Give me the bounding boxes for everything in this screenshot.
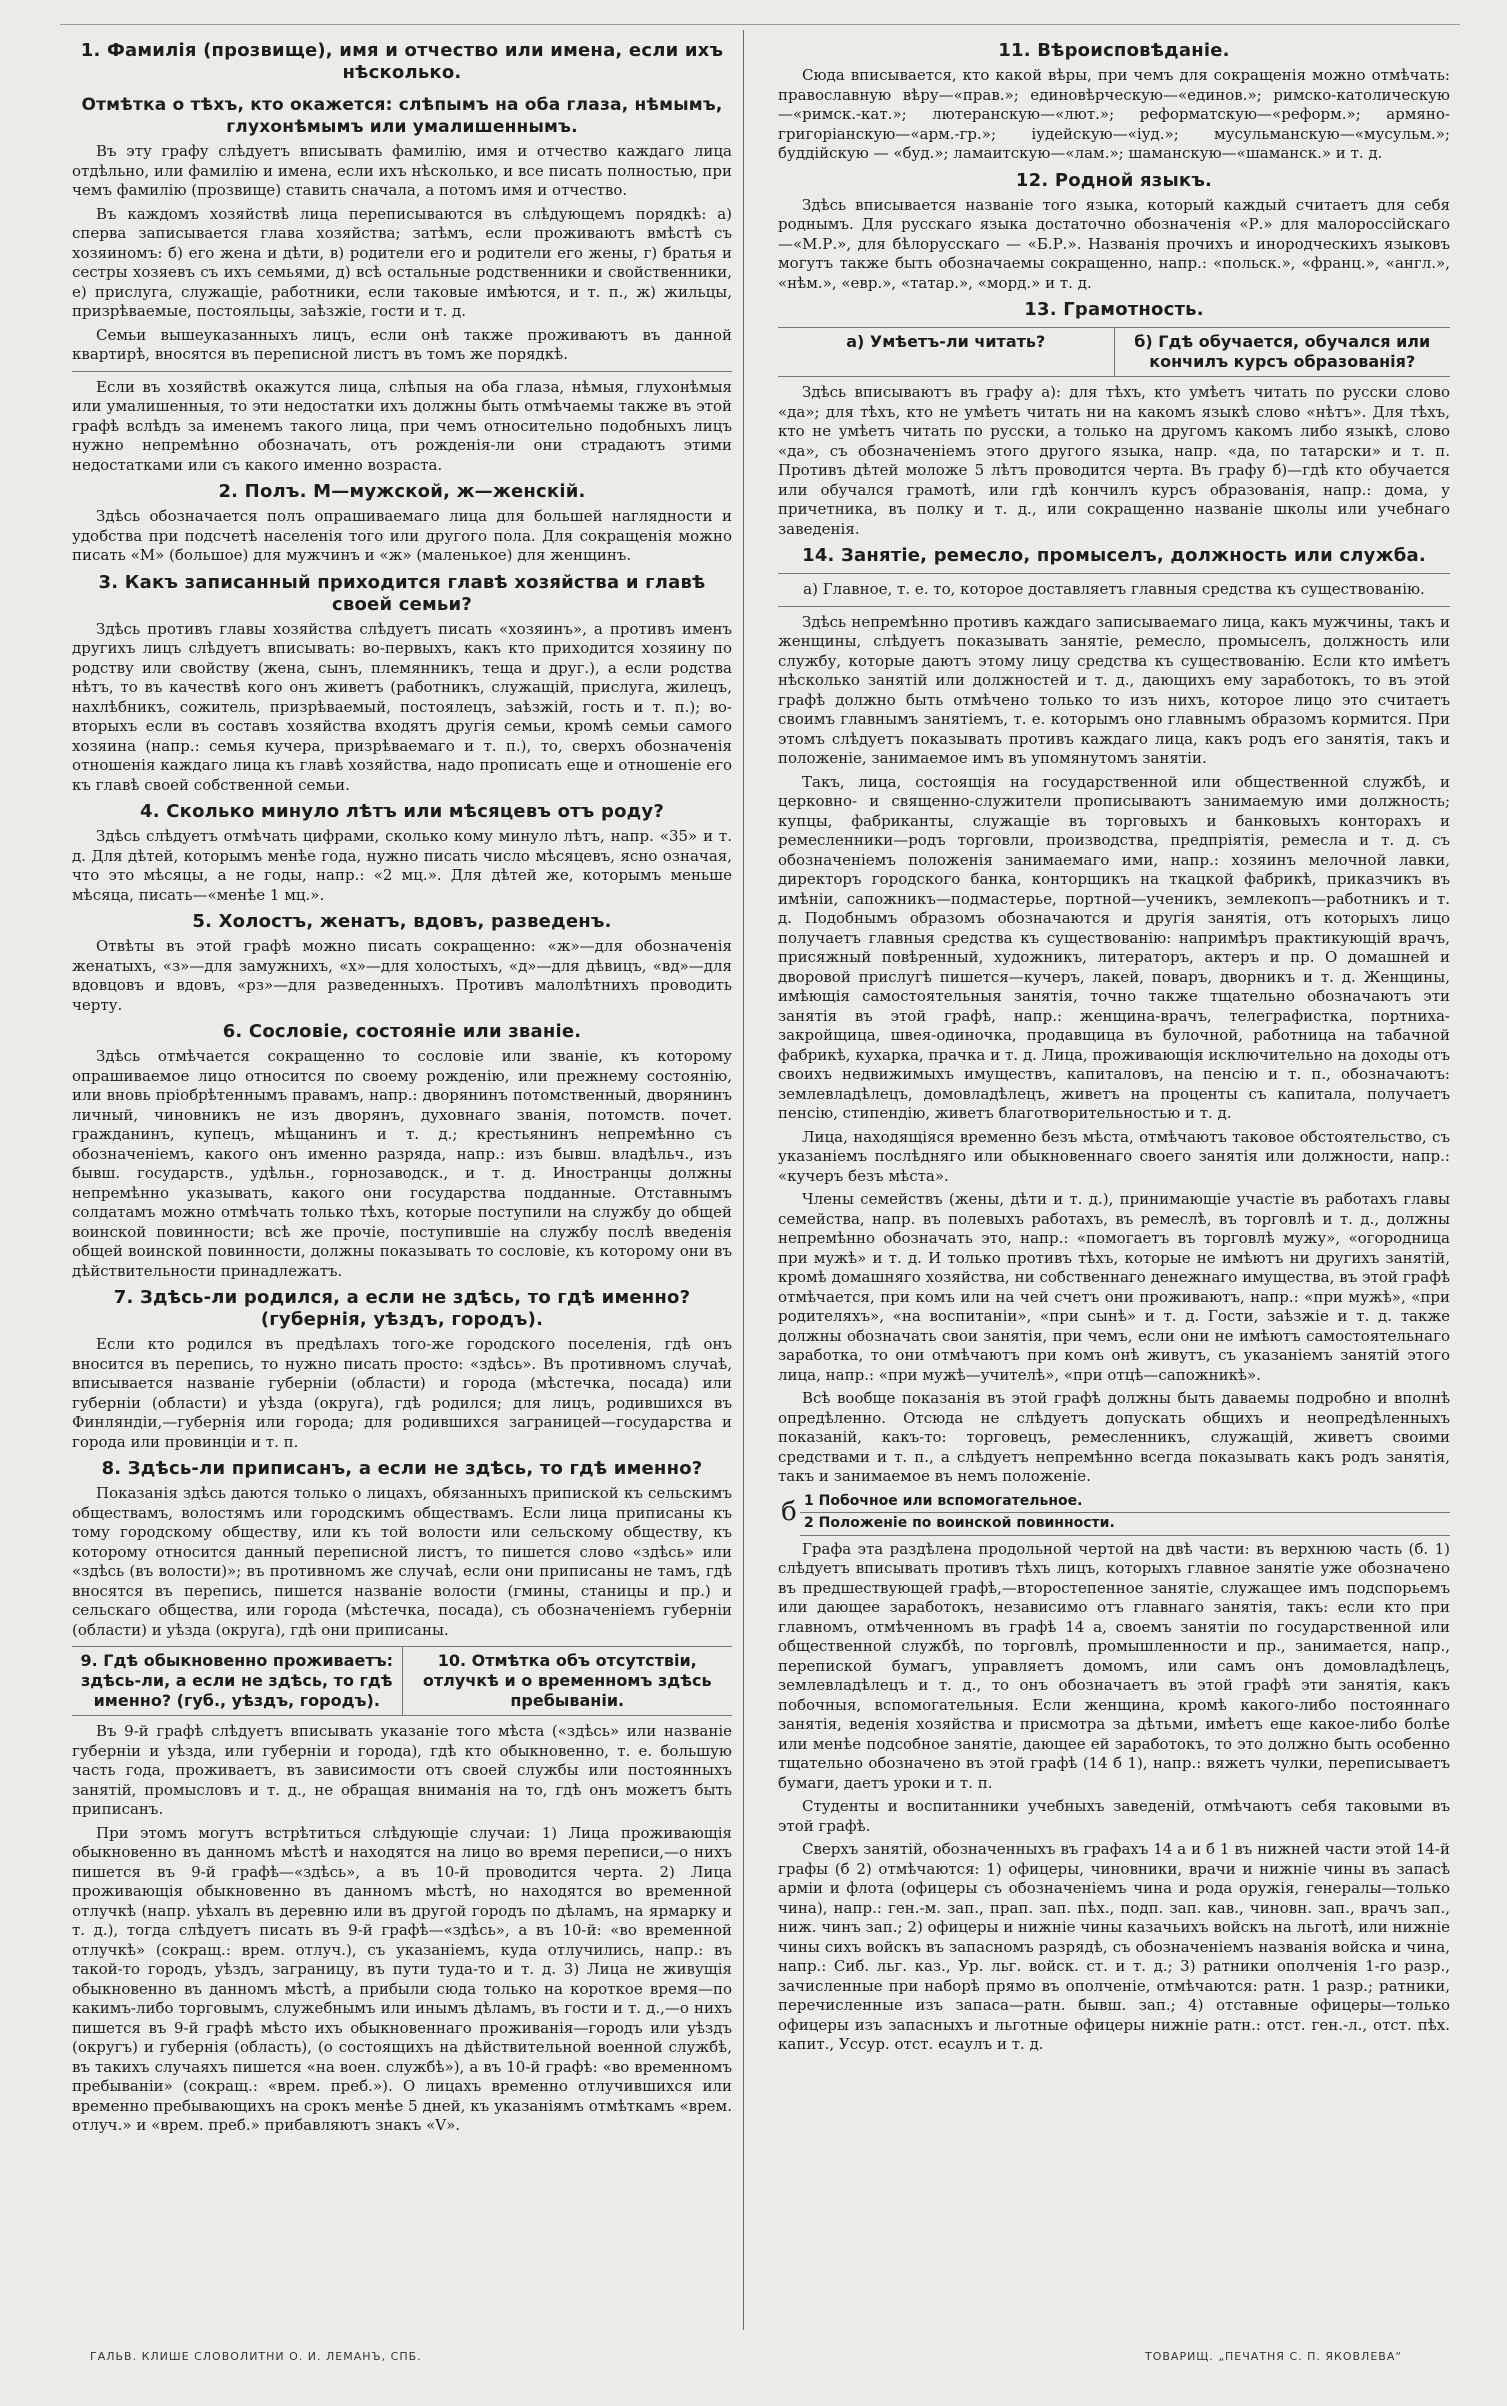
section-14-paragraph-1: Здѣсь непремѣнно противъ каждаго записываемаго лица, какъ мужчины, такъ и женщины, слѣдуетъ показывать занятіе, ремесло, промыселъ, должность или службу, которые даютъ этому лицу средства къ существованію. Если кто имѣетъ нѣсколько занятій или должностей и т. д., дающихъ ему заработокъ, то въ этой графѣ должно быть отмѣчено только то изъ нихъ, которое лицо это считаетъ своимъ главнымъ занятіемъ, т. е. которымъ оно главнымъ образомъ кормится. При этомъ слѣдуетъ показывать противъ каждаго лица, какъ родъ его занятія, такъ и положеніе, занимаемое имъ въ упомянутомъ занятіи. <box>778 612 1450 767</box>
section-5-paragraph-1: Отвѣты въ этой графѣ можно писать сокращенно: «ж»—для обозначенія женатыхъ, «з»—для замужнихъ, «х»—для холостыхъ, «д»—для дѣвицъ, «вд»—для вдовцовъ и вдовъ, «рз»—для разведенныхъ. Противъ малолѣтнихъ проводить черту. <box>72 937 732 1014</box>
section-9-paragraph-2: При этомъ могутъ встрѣтиться слѣдующіе случаи: 1) Лица проживающія обыкновенно въ данномъ мѣстѣ и находятся на лицо во время переписи,—о нихъ пишется въ 9-й графѣ—«здѣсь», а въ 10-й проводится черта. 2) Лица проживающія обыкновенно въ данномъ мѣстѣ, но находятся во временной отлучкѣ (напр. уѣхалъ въ деревню или въ другой городъ по дѣламъ, на ярмарку и т. д.), тогда слѣдуетъ писать въ 9-й графѣ—«здѣсь», а въ 10-й: «во временной отлучкѣ» (сокращ.: врем. отлуч.), съ указаніемъ, куда отлучились, напр.: въ такой-то городъ, уѣздъ, заграницу, въ пути туда-то и т. д. 3) Лица не живущія обыкновенно въ данномъ мѣстѣ, а прибыли сюда только на короткое время—по какимъ-либо торговымъ, служебнымъ или инымъ дѣламъ, въ гости и т. д.,—о нихъ пишется въ 9-й графѣ мѣсто ихъ обыкновеннаго проживанія—городъ или уѣздъ (округъ) и губернія (область), (о состоящихъ на дѣйствительной военной службѣ, въ такихъ случаяхъ пишется «на воен. службѣ»), а въ 10-й графѣ: «во временномъ пребываніи» (сокращ.: «врем. преб.»). О лицахъ временно отлучившихся или временно пребывающихъ на срокъ менѣе 5 дней, къ указаніямъ отмѣткамъ «врем. отлуч.» и «врем. преб.» прибавляютъ знакъ «V». <box>72 1823 732 2134</box>
section-14a-title: а) Главное, т. е. то, которое доставляетъ главныя средства къ существованію. <box>803 580 1425 598</box>
section-14-paragraph-6: Графа эта раздѣлена продольной чертой на двѣ части: въ верхнюю часть (б. 1) слѣдуетъ вписывать противъ тѣхъ лицъ, которыхъ главное занятіе уже обозначено въ предшествующей графѣ,—второстепенное занятіе, служащее имъ подспорьемъ или дающее заработокъ, независимо отъ главнаго занятія, такъ: если кто при главномъ, отмѣченномъ въ графѣ 14 а, своемъ занятіи по государственной или общественной службѣ, по торговлѣ, промышленности и пр., занимается, напр., перепиской бумагъ, управляетъ домомъ, или самъ онъ домовладѣлецъ, землевладѣлецъ и т. д., то онъ обозначаетъ въ этой графѣ эти занятія, какъ побочныя, вспомогательныя. Если женщина, кромѣ какого-либо постояннаго занятія, веденія хозяйства и присмотра за дѣтьми, имѣетъ еще какое-либо болѣе или менѣе подсобное занятіе, дающее ей заработокъ, то это должно быть особенно тщательно обозначено въ этой графѣ (14 б 1), напр.: вяжетъ чулки, переписываетъ бумаги, даетъ уроки и т. п. <box>778 1539 1450 1792</box>
section-12-paragraph-1: Здѣсь вписывается названіе того языка, который каждый считаетъ для себя роднымъ. Для русскаго языка достаточно обозначенія «Р.» для малороссійскаго—«М.Р.», для бѣлорусскаго — «Б.Р.». Названія прочихъ и инородческихъ языковъ могутъ также быть обозначаемы сокращенно, напр.: «польск.», «франц.», «англ.», «нѣм.», «евр.», «татар.», «морд.» и т. д. <box>778 195 1450 292</box>
section-1-title: 1. Фамилія (прозвище), имя и отчество или имена, если ихъ нѣсколько. <box>80 40 724 83</box>
section-14b-header <box>778 1491 1450 1536</box>
section-14b-letter: б <box>781 1497 797 1528</box>
section-14b1-title: 1 Побочное или вспомогательное. <box>800 1491 1450 1514</box>
separator <box>72 371 732 372</box>
section-12-title: 12. Родной языкъ. <box>1015 169 1213 191</box>
section-1-subtitle: Отмѣтка о тѣхъ, кто окажется: слѣпымъ на оба глаза, нѣмымъ, глухонѣмымъ или умалишеннымъ. <box>81 95 723 137</box>
left-column <box>72 34 732 2140</box>
section-4-paragraph-1: Здѣсь слѣдуетъ отмѣчать цифрами, сколько кому минуло лѣтъ, напр. «35» и т. д. Для дѣтей, которымъ менѣе года, нужно писать число мѣсяцевъ, ясно означая, что это мѣсяцы, а не годы, напр.: «2 мц.». Для дѣтей же, которымъ меньше мѣсяца, писать—«менѣе 1 мц.». <box>72 827 732 904</box>
separator <box>778 606 1450 607</box>
section-14b2-title: 2 Положеніе по воинской повинности. <box>800 1513 1450 1536</box>
section-13a-title: а) Умѣетъ-ли читать? <box>846 332 1046 351</box>
section-14-paragraph-2: Такъ, лица, состоящія на государственной или общественной службѣ, и церковно- и священно-служители прописываютъ занимаемую ими должность; купцы, фабриканты, служащіе въ торговыхъ и банковыхъ конторахъ и ремесленники—родъ торговли, производства, предпріятія, ремесла и т. д. съ обозначеніемъ положенія занимаемаго ими, напр.: хозяинъ мелочной лавки, директоръ городского банка, конторщикъ на ткацкой фабрикѣ, приказчикъ въ имѣніи, сапожникъ—подмастерье, портной—ученикъ, землекопъ—работникъ и т. д. Подобнымъ образомъ обозначаются и другія занятія, отъ которыхъ лицо получаетъ главныя средства къ существованію: напримѣръ практикующій врачъ, присяжный повѣренный, художникъ, литераторъ, актеръ и пр. О домашней и дворовой прислугѣ пишется—кучеръ, лакей, поваръ, дворникъ и т. д. Женщины, имѣющія самостоятельныя занятія, точно также тщательно обозначаютъ эти занятія въ этой графѣ, напр.: женщина-врачъ, телеграфистка, портниха-закройщица, швея-одиночка, продавщица въ булочной, работница на табачной фабрикѣ, кухарка, прачка и т. д. Лица, проживающія исключительно на доходы отъ своихъ недвижимыхъ имуществъ, капиталовъ, на пенсію и т. п., обозначаютъ: землевладѣлецъ, домовладѣлецъ, живетъ на проценты съ капитала, получаетъ пенсію, стипендію, живетъ благотворительностью и т. д. <box>778 772 1450 1122</box>
section-5-title: 5. Холостъ, женатъ, вдовъ, разведенъ. <box>192 911 612 932</box>
section-11-paragraph-1: Сюда вписывается, кто какой вѣры, при чемъ для сокращенія можно отмѣчать: православную вѣру—«прав.»; единовѣрческую—«единов.»; римско-католическую—«римск.-кат.»; лютеранскую—«лют.»; реформатскую—«реформ.»; армяно-григоріанскую—«арм.-гр.»; іудейскую—«іуд.»; мусульманскую—«мусульм.»; буддійскую — «буд.»; ламаитскую—«лам.»; шаманскую—«шаманск.» и т. д. <box>778 66 1450 162</box>
section-14-paragraph-5: Всѣ вообще показанія въ этой графѣ должны быть даваемы подробно и вполнѣ опредѣленно. Отсюда не слѣдуетъ допускать общихъ и неопредѣленныхъ показаній, какъ-то: торговецъ, ремесленникъ, служащій, живетъ своими средствами и т. п., а слѣдуетъ непремѣнно всегда показывать какъ родъ занятія, такъ и занимаемое въ немъ положеніе. <box>778 1389 1450 1485</box>
section-14-title: 14. Занятіе, ремесло, промыселъ, должность или служба. <box>802 545 1426 566</box>
section-14-paragraph-7: Студенты и воспитанники учебныхъ заведеній, отмѣчаютъ себя таковыми въ этой графѣ. <box>778 1797 1450 1835</box>
section-14-paragraph-3: Лица, находящіяся временно безъ мѣста, отмѣчаютъ таковое обстоятельство, съ указаніемъ послѣдняго или обыкновеннаго своего занятія или должности, напр.: «кучеръ безъ мѣста». <box>778 1127 1450 1185</box>
footer-left-imprint: ГАЛЬВ. КЛИШЕ СЛОВОЛИТНИ О. И. ЛЕМАНЪ, СПБ. <box>90 2350 422 2363</box>
section-1-paragraph-4: Если въ хозяйствѣ окажутся лица, слѣпыя на оба глаза, нѣмыя, глухонѣмыя или умалишенныя, то эти недостатки ихъ должны быть отмѣчаемы также въ этой графѣ вслѣдъ за именемъ такого лица, при чемъ относительно подобныхъ лицъ нужно непремѣнно обозначать, отъ рожденія-ли они страдаютъ этими недостатками или съ какого именно возраста. <box>72 377 732 474</box>
section-2-paragraph-1: Здѣсь обозначается полъ опрашиваемаго лица для большей наглядности и удобства при подсчетѣ населенія того или другого пола. Для сокращенія можно писать «М» (большое) для мужчинъ и «ж» (маленькое) для женщинъ. <box>72 507 732 564</box>
separator <box>778 573 1450 574</box>
section-13b-title: б) Гдѣ обучается, обучался или кончилъ курсъ образованія? <box>1114 328 1451 376</box>
section-14-paragraph-8: Сверхъ занятій, обозначенныхъ въ графахъ 14 а и б 1 въ нижней части этой 14-й графы (б 2) отмѣчаются: 1) офицеры, чиновники, врачи и нижніе чины въ запасѣ арміи и флота (офицеры съ обозначеніемъ чина и рода оружія, генералы—только чина), напр.: ген.-м. зап., прап. зап. пѣх., подп. зап. кав., чиновн. зап., врачъ зап., ниж. чинъ зап.; 2) офицеры и нижніе чины казачьихъ войскъ на льготѣ, или нижніе чины сихъ войскъ въ запасномъ разрядѣ, съ обозначеніемъ названія войска и чина, напр.: Сиб. льг. каз., Ур. льг. войск. ст. и т. д.; 3) ратники ополченія 1-го разр., зачисленные при наборѣ прямо въ ополченіе, отмѣчаются: ратн. 1 разр.; ратники, перечисленные изъ запаса—ратн. бывш. зап.; 4) отставные офицеры—только офицеры изъ запасныхъ и льготные офицеры нижніе ратн.: отст. ген.-л., отст. пѣх. капит., Уссур. отст. есаулъ и т. д. <box>778 1840 1450 2053</box>
section-7-paragraph-1: Если кто родился въ предѣлахъ того-же городского поселенія, гдѣ онъ вносится въ перепись, то нужно писать просто: «здѣсь». Въ противномъ случаѣ, вписывается названіе губерніи (области) и города (мѣстечка, посада) или губерніи (области) и уѣзда (округа), гдѣ родился; для лицъ, родившихся въ Финляндіи,—губернія или города; для родившихся заграницей—государства и города или провинціи и т. п. <box>72 1335 732 1451</box>
section-1-paragraph-3: Семьи вышеуказанныхъ лицъ, если онѣ также проживаютъ въ данной квартирѣ, вносятся въ переписной листъ въ томъ же порядкѣ. <box>72 325 732 363</box>
section-9-10-header <box>72 1646 732 1716</box>
section-1-paragraph-1: Въ эту графу слѣдуетъ вписывать фамилію, имя и отчество каждаго лица отдѣльно, или фамилію и имена, если ихъ нѣсколько, и все писать полностью, при чемъ фамилію (прозвище) ставить сначала, а потомъ имя и отчество. <box>72 142 732 199</box>
section-8-title: 8. Здѣсь-ли приписанъ, а если не здѣсь, то гдѣ именно? <box>101 1458 703 1479</box>
section-7-title: 7. Здѣсь-ли родился, а если не здѣсь, то гдѣ именно? (губернія, уѣздъ, городъ). <box>113 1287 691 1330</box>
top-rule <box>60 24 1460 25</box>
section-3-title: 3. Какъ записанный приходится главѣ хозяйства и главѣ своей семьи? <box>98 571 706 615</box>
section-6-title: 6. Сословіе, состояніе или званіе. <box>222 1021 582 1042</box>
section-10-title: 10. Отмѣтка объ отсутствіи, отлучкѣ и о временномъ здѣсь пребываніи. <box>402 1647 733 1715</box>
section-4-title: 4. Сколько минуло лѣтъ или мѣсяцевъ отъ роду? <box>140 801 664 822</box>
section-3-paragraph-1: Здѣсь противъ главы хозяйства слѣдуетъ писать «хозяинъ», а противъ именъ другихъ лицъ слѣдуетъ вписывать: во-первыхъ, какъ кто приходится хозяину по родству или свойству (жена, сынъ, племянникъ, теща и друг.), а если родства нѣтъ, то въ качествѣ кого онъ живетъ (работникъ, служащій, прислуга, жилецъ, нахлѣбникъ, сожитель, призрѣваемый, постоялецъ, заѣзжій, гость и т. п.); во-вторыхъ если въ составъ хозяйства входятъ другія семьи, кромѣ семьи самого хозяина (напр.: семья кучера, призрѣваемаго и т. п.), то, сверхъ обозначенія отношенія каждаго лица къ главѣ хозяйства, надо прописать еще и отношеніе его къ главѣ своей собственной семьи. <box>72 619 732 794</box>
section-6-paragraph-1: Здѣсь отмѣчается сокращенно то сословіе или званіе, къ которому опрашиваемое лицо относится по своему рожденію, или прежнему состоянію, или вновь пріобрѣтеннымъ правамъ, напр.: дворянинъ потомственный, дворянинъ личный, чиновникъ не изъ дворянъ, духовнаго званія, потомств. почет. гражданинъ, купецъ, мѣщанинъ и т. д.; крестьянинъ непремѣнно съ обозначеніемъ, какого онъ именно разряда, напр.: изъ бывш. владѣльч., изъ бывш. государств., удѣльн., горнозаводск., и т. д. Иностранцы должны непремѣнно указывать, какого они государства подданные. Отставнымъ солдатамъ можно отмѣчать только тѣхъ, которые поступили на службу до общей воинской повинности; всѣ же прочіе, поступившіе на службу послѣ введенія общей воинской повинности, должны показывать то сословіе, къ которому они въ дѣйствительности принадлежатъ. <box>72 1047 732 1280</box>
section-13-header <box>778 327 1450 377</box>
section-11-title: 11. Вѣроисповѣданіе. <box>998 40 1230 61</box>
column-divider <box>743 30 744 2330</box>
footer-right-imprint: ТОВАРИЩ. „ПЕЧАТНЯ С. П. ЯКОВЛЕВА“ <box>1145 2350 1403 2363</box>
right-column <box>778 34 1450 2059</box>
section-13-paragraph-1: Здѣсь вписываютъ въ графу а): для тѣхъ, кто умѣетъ читать по русски слово «да»; для тѣхъ, кто не умѣетъ читать ни на какомъ языкѣ слово «нѣтъ». Для тѣхъ, кто не умѣетъ читать по русски, а только на другомъ какомъ либо языкѣ, слово «да», съ обозначеніемъ этого другого языка, напр. «да, по татарски» и т. п. Противъ дѣтей моложе 5 лѣтъ проводится черта. Въ графу б)—гдѣ кто обучается или обучался грамотѣ, или гдѣ кончилъ курсъ образованія, напр.: дома, у причетника, въ полку и т. д., или сокращенно названіе школы или учебнаго заведенія. <box>778 383 1450 538</box>
section-14-paragraph-4: Члены семействъ (жены, дѣти и т. д.), принимающіе участіе въ работахъ главы семейства, напр. въ полевыхъ работахъ, въ ремеслѣ, въ торговлѣ и т. д., должны непремѣнно обозначать это, напр.: «помогаетъ въ торговлѣ мужу», «огородница при мужѣ» и т. д. И только противъ тѣхъ, которые не имѣютъ ни другихъ занятій, кромѣ домашняго хозяйства, ни собственнаго денежнаго имущества, въ этой графѣ отмѣчается, при комъ или на чей счетъ они проживаютъ, напр.: «при мужѣ», «при родителяхъ», «на воспитаніи», «при сынѣ» и т. д. Гости, заѣзжіе и т. д. также должны обозначать свои занятія, при чемъ, если они не имѣютъ самостоятельнаго заработка, то они отмѣчаютъ при комъ онѣ живутъ, съ указаніемъ занятій этого лица, напр.: «при мужѣ—учителѣ», «при отцѣ—сапожникѣ». <box>778 1190 1450 1384</box>
section-9-paragraph-1: Въ 9-й графѣ слѣдуетъ вписывать указаніе того мѣста («здѣсь» или названіе губерніи и уѣзда, или губерніи и города), гдѣ кто обыкновенно, т. е. большую часть года, проживаетъ, въ зависимости отъ своей службы или постоянныхъ занятій, промысловъ и т. д., не обращая вниманія на то, гдѣ онъ можетъ быть приписанъ. <box>72 1722 732 1818</box>
section-13-title: 13. Грамотность. <box>1024 299 1204 320</box>
section-8-paragraph-1: Показанія здѣсь даются только о лицахъ, обязанныхъ припиской къ сельскимъ обществамъ, волостямъ или городскимъ обществамъ. Если лица приписаны къ тому городскому обществу, или къ той волости или сельскому обществу, къ которому относится данный переписной листъ, то пишется слово «здѣсь» или «здѣсь (въ волости)»; въ противномъ же случаѣ, если они приписаны не тамъ, гдѣ вносятся въ перепись, пишется названіе волости (гмины, станицы и пр.) и сельскаго общества, или города (мѣстечка, посада), съ обозначеніемъ губерніи (области) и уѣзда (округа), гдѣ они приписаны. <box>72 1484 732 1639</box>
section-9-title: 9. Гдѣ обыкновенно проживаетъ: здѣсь-ли, а если не здѣсь, то гдѣ именно? (губ., уѣздъ, городъ). <box>80 1651 394 1710</box>
section-2-title: 2. Полъ. М—мужской, ж—женскій. <box>218 481 586 502</box>
section-1-paragraph-2: Въ каждомъ хозяйствѣ лица переписываются въ слѣдующемъ порядкѣ: а) сперва записывается глава хозяйства; затѣмъ, если проживаютъ вмѣстѣ съ хозяиномъ: б) его жена и дѣти, в) родители его и родители его жены, г) братья и сестры хозяевъ съ ихъ семьями, д) всѣ остальные родственники и свойственники, е) прислуга, служащіе, работники, если таковые имѣются, и т. п., ж) жильцы, призрѣваемые, постояльцы, заѣзжіе, гости и т. д. <box>72 204 732 320</box>
